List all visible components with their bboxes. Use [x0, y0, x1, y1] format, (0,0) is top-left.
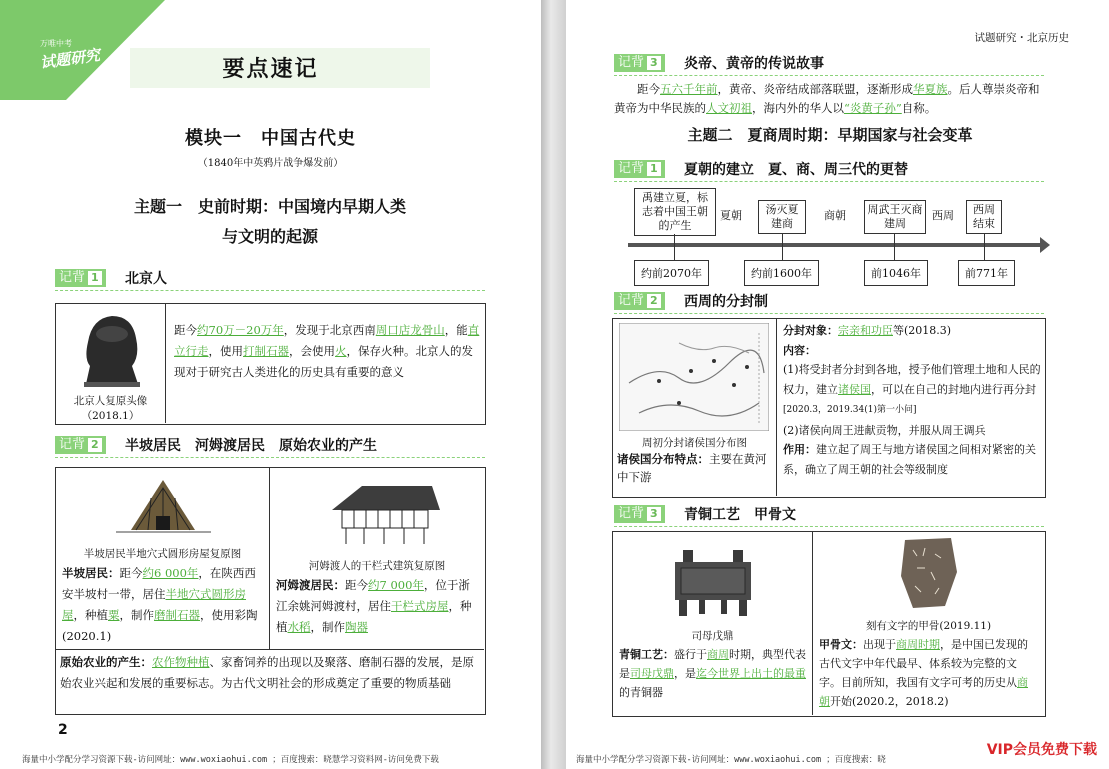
fief-map-cell — [613, 319, 777, 496]
topic-title — [110, 192, 430, 252]
peking-man-bust-image — [56, 304, 166, 389]
tag-label: 记背 — [618, 55, 645, 70]
peking-man-figure — [56, 304, 166, 423]
oracle-caption: 刻有文字的甲骨(2019.11) — [865, 620, 992, 632]
module-title: 模块一 中国古代史 — [185, 128, 356, 149]
fief-box — [612, 318, 1046, 498]
section-tag — [614, 54, 665, 72]
tag-number: 3 — [647, 56, 661, 70]
tag-label: 记背 — [618, 161, 645, 176]
banpo-cell — [56, 468, 270, 650]
timeline-era: 商朝 — [824, 209, 846, 222]
highlight: 约6 000年 — [142, 566, 199, 580]
peking-man-caption-year: （2018.1） — [81, 410, 140, 422]
highlight: 半地穴式圆形房屋 — [62, 587, 246, 622]
highlight: 粟 — [108, 608, 120, 622]
section-tag — [614, 505, 665, 523]
highlight: 约70万－20万年 — [197, 323, 284, 337]
page-number: 2 — [58, 722, 68, 738]
agriculture-text: 原始农业的产生：农作物种植、家畜饲养的出现以及聚落、磨制石器的发展，是原始农业兴起和发展的重要标志。为古代文明社会的形成奠定了重要的物质基础 — [60, 655, 474, 690]
highlight: 干栏式房屋 — [391, 599, 449, 613]
section-tag — [614, 292, 665, 310]
highlight: 火 — [335, 344, 347, 358]
highlight: 诸侯国 — [838, 382, 871, 396]
section-title: 半坡居民 河姆渡居民 原始农业的产生 — [125, 438, 377, 454]
section-title: 炎帝、黄帝的传说故事 — [684, 56, 824, 72]
section-rule — [614, 526, 1044, 527]
timeline-event: 汤灭夏建商 — [758, 200, 806, 234]
timeline-tick — [674, 234, 675, 260]
section-rule — [55, 290, 485, 291]
fief-map-image — [619, 323, 769, 431]
fief-text: 分封对象：宗亲和功臣等(2018.3) 内容： (1)将受封者分封到各地，授予他们管理土地和人民的权力，建立诸侯国，可以在自己的封地内进行再分封[2020.3，2019.34(1)第一小问] (2)诸侯向周王进献贡物，并服从周王调兵 作用：建立起了周王与地方诸侯国之间相对紧密的关系，确立了周王朝的社会等级制度 — [783, 324, 1041, 476]
peking-man-caption: 北京人复原头像 — [73, 395, 148, 407]
section-title: 夏朝的建立 夏、商、周三代的更替 — [684, 162, 908, 178]
highlight: 周口店龙骨山 — [375, 323, 445, 337]
tag-number: 1 — [88, 271, 102, 285]
section-tag — [614, 160, 665, 178]
timeline-era: 西周 — [932, 209, 954, 222]
tag-label: 记背 — [59, 437, 86, 452]
section-rule — [614, 75, 1044, 76]
section-title: 西周的分封制 — [684, 294, 768, 310]
highlight: 直立行走 — [174, 323, 480, 358]
tag-label: 记背 — [618, 293, 645, 308]
fief-feature: 诸侯国分布特点：主要在黄河中下游 — [617, 452, 767, 484]
highlight: 商周时期 — [896, 638, 940, 651]
timeline-event: 周武王灭商建周 — [864, 200, 926, 234]
neolithic-box — [55, 467, 486, 715]
bronze-text: 青铜工艺：盛行于商周时期，典型代表是司母戊鼎，是迄今世界上出土的最重的青铜器 — [619, 648, 806, 699]
timeline-date: 约前2070年 — [634, 260, 709, 286]
section-tag — [55, 269, 106, 287]
highlight: 迄今世界上出土的最重 — [696, 667, 806, 680]
highlight: 司母戊鼎 — [630, 667, 674, 680]
timeline-date: 约前1600年 — [744, 260, 819, 286]
peking-man-box — [55, 303, 486, 425]
highlight: 农作物种植 — [152, 655, 210, 669]
tag-number: 3 — [647, 507, 661, 521]
section-tag — [55, 436, 106, 454]
topic-title: 主题二 夏商周时期：早期国家与社会变革 — [687, 126, 973, 144]
section-header-fief — [614, 290, 1044, 312]
highlight: 华夏族 — [913, 82, 948, 96]
section-rule — [614, 313, 1044, 314]
section-header-yanhuang — [614, 52, 1044, 74]
page-header-title: 要点速记 — [222, 57, 319, 82]
section-header-xia — [614, 158, 1044, 180]
banpo-caption: 半坡居民半地穴式圆形房屋复原图 — [83, 548, 242, 560]
footer-ad: 海量中小学配分学习资源下载-访问网址：www.woxiaohui.com ；百度搜索：晓慧学习资料网-访问免费下载 — [22, 755, 439, 765]
timeline-date: 前1046年 — [864, 260, 928, 286]
corner-label: 试题研究 — [39, 45, 102, 73]
section-header-peking-man — [55, 267, 485, 289]
highlight: 约7 000年 — [368, 578, 424, 592]
left-page — [0, 0, 541, 769]
highlight: “炎黄子孙” — [844, 101, 902, 115]
highlight: 宗亲和功臣 — [838, 324, 893, 337]
highlight: 商周 — [707, 648, 729, 661]
bronze-oracle-box — [612, 531, 1046, 717]
topic-title-line2: 与文明的起源 — [221, 227, 318, 246]
hemudu-text: 河姆渡居民：距今约7 000年，位于浙江余姚河姆渡村，居住干栏式房屋，种植水稻，制作陶器 — [276, 578, 472, 634]
timeline-tick — [984, 234, 985, 260]
bronze-cell — [613, 532, 813, 715]
section-header-neolithic — [55, 434, 485, 456]
hemudu-caption: 河姆渡人的干栏式建筑复原图 — [308, 560, 446, 572]
timeline-event: 禹建立夏，标志着中国王朝的产生 — [634, 188, 716, 236]
oracle-text: 甲骨文：出现于商周时期，是中国已发现的古代文字中年代最早、体系较为完整的文字。目前所知，我国有文字可考的历史从商朝开始(2020.2，2018.2) — [819, 638, 1028, 708]
timeline-arrow-icon — [1040, 237, 1050, 253]
vip-download-link[interactable]: VIP会员免费下载 — [983, 737, 1101, 761]
highlight: 陶器 — [345, 620, 368, 634]
tag-number: 1 — [647, 162, 661, 176]
tag-label: 记背 — [618, 506, 645, 521]
section-header-bronze — [614, 503, 1044, 525]
tag-label: 记背 — [59, 270, 86, 285]
timeline-tick — [782, 234, 783, 260]
timeline-era: 夏朝 — [720, 209, 742, 222]
banpo-text: 半坡居民：距今约6 000年，在陕西西安半坡村一带，居住半地穴式圆形房屋，种植粟，制作磨制石器，使用彩陶(2020.1) — [62, 566, 258, 643]
simuwu-ding-image — [613, 532, 813, 620]
peking-man-text: 距今约70万－20万年，发现于北京西南周口店龙骨山，能直立行走，使用打制石器，会使用火，保存火种。北京人的发现对于研究古人类进化的历史具有重要的意义 — [174, 323, 480, 379]
banpo-house-image — [56, 468, 270, 540]
right-page — [566, 0, 1109, 769]
highlight: 五六千年前 — [660, 82, 718, 96]
fief-map-caption: 周初分封诸侯国分布图 — [642, 437, 747, 449]
oracle-bone-image — [813, 532, 1044, 612]
highlight: 人文初祖 — [706, 101, 752, 115]
hemudu-cell — [270, 468, 484, 650]
yanhuang-text: 距今五六千年前，黄帝、炎帝结成部落联盟，逐渐形成华夏族。后人尊崇炎帝和黄帝为中华民族的人文初祖，海内外的华人以“炎黄子孙”自称。 — [614, 82, 1040, 115]
section-rule — [55, 457, 485, 458]
timeline-date: 前771年 — [958, 260, 1015, 286]
timeline-event: 西周结束 — [966, 200, 1002, 234]
section-title: 青铜工艺 甲骨文 — [684, 507, 796, 523]
tag-number: 2 — [88, 438, 102, 452]
timeline-tick — [894, 234, 895, 260]
corner-brand: 万唯中考 — [40, 39, 72, 48]
tag-number: 2 — [647, 294, 661, 308]
section-rule — [614, 181, 1044, 182]
footer-ad: 海量中小学配分学习资源下载-访问网址：www.woxiaohui.com ；百度搜索：晓 — [576, 755, 886, 765]
hemudu-house-image — [270, 468, 484, 550]
highlight: 打制石器 — [243, 344, 289, 358]
highlight: 磨制石器 — [154, 608, 200, 622]
section-title: 北京人 — [125, 271, 167, 287]
module-subtitle: （1840年中英鸦片战争爆发前） — [197, 158, 344, 169]
highlight: 水稻 — [287, 620, 311, 634]
running-head: 试题研究・北京历史 — [974, 32, 1069, 44]
highlight: 商朝 — [819, 676, 1028, 708]
topic-title-line1: 主题一 史前时期：中国境内早期人类 — [133, 197, 406, 216]
oracle-cell — [813, 532, 1044, 715]
book-gutter — [541, 0, 566, 769]
bronze-caption: 司母戊鼎 — [691, 630, 734, 642]
